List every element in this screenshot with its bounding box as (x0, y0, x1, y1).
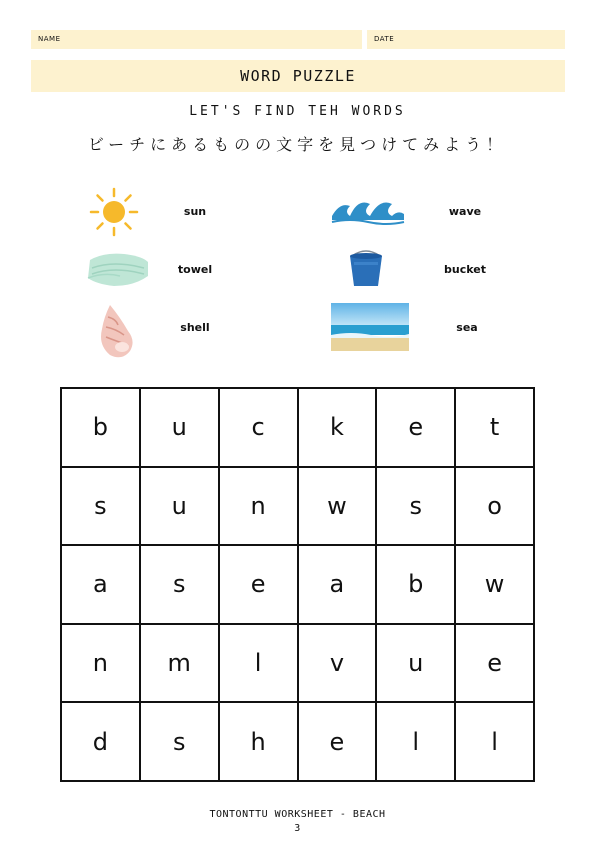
date-label: DATE (374, 35, 395, 43)
name-field[interactable] (31, 30, 362, 49)
grid-cell[interactable]: s (376, 467, 455, 546)
grid-cell[interactable]: e (219, 545, 298, 624)
grid-cell[interactable]: a (61, 545, 140, 624)
grid-cell[interactable]: n (61, 624, 140, 703)
grid-cell[interactable]: d (61, 702, 140, 781)
vocab-label-wave: wave (448, 205, 482, 218)
grid-cell[interactable]: e (376, 388, 455, 467)
shell-icon (96, 303, 138, 361)
footer (0, 808, 595, 836)
letter-grid (60, 387, 535, 782)
grid-cell[interactable]: h (219, 702, 298, 781)
grid-cell[interactable]: u (376, 624, 455, 703)
subtitle-english: LET'S FIND TEH WORDS (189, 104, 406, 119)
page-number: 3 (294, 823, 301, 834)
grid-cell[interactable]: s (140, 702, 219, 781)
bucket-icon (344, 248, 388, 290)
vocab-label-sun: sun (183, 205, 207, 218)
grid-cell[interactable]: l (376, 702, 455, 781)
grid-cell[interactable]: e (455, 624, 534, 703)
grid-cell[interactable]: s (140, 545, 219, 624)
vocab-label-bucket: bucket (444, 263, 486, 276)
sea-icon (331, 303, 409, 351)
vocab-label-shell: shell (180, 321, 210, 334)
grid-cell[interactable]: v (298, 624, 377, 703)
footer-title: TONTONTTU WORKSHEET - BEACH (209, 809, 386, 820)
vocab-label-sea: sea (456, 321, 478, 334)
grid-cell[interactable]: k (298, 388, 377, 467)
wave-icon (330, 192, 406, 226)
name-label: NAME (38, 35, 61, 43)
grid-cell[interactable]: u (140, 388, 219, 467)
grid-cell[interactable]: n (219, 467, 298, 546)
grid-cell[interactable]: l (219, 624, 298, 703)
grid-cell[interactable]: l (455, 702, 534, 781)
grid-cell[interactable]: b (61, 388, 140, 467)
grid-cell[interactable]: m (140, 624, 219, 703)
grid-cell[interactable]: w (455, 545, 534, 624)
grid-cell[interactable]: u (140, 467, 219, 546)
grid-cell[interactable]: w (298, 467, 377, 546)
grid-cell[interactable]: s (61, 467, 140, 546)
grid-cell[interactable]: e (298, 702, 377, 781)
page-title: WORD PUZZLE (240, 67, 356, 85)
grid-cell[interactable]: t (455, 388, 534, 467)
sun-icon (88, 186, 140, 238)
date-field[interactable] (367, 30, 565, 49)
grid-cell[interactable]: b (376, 545, 455, 624)
grid-cell[interactable]: c (219, 388, 298, 467)
grid-cell[interactable]: o (455, 467, 534, 546)
title-bar (31, 60, 565, 92)
vocab-label-towel: towel (177, 263, 213, 276)
subtitle-japanese: ビーチにあるものの文字を見つけてみよう！ (87, 135, 508, 154)
grid-cell[interactable]: a (298, 545, 377, 624)
towel-icon (84, 250, 154, 290)
